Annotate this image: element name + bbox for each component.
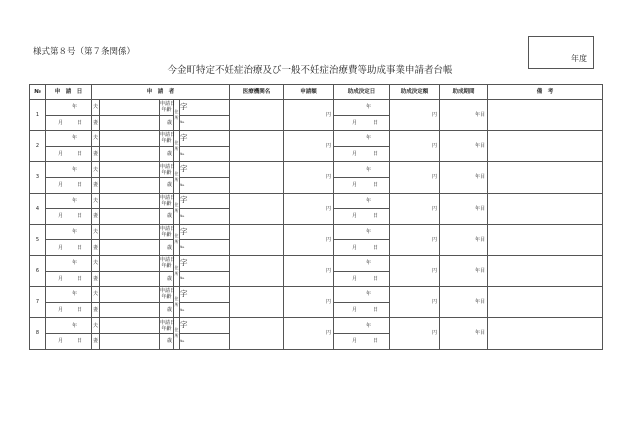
header-row xyxy=(30,85,603,100)
month-unit: 月 xyxy=(58,307,64,314)
decision-amount-field[interactable] xyxy=(390,255,440,286)
day-unit: 日 xyxy=(77,275,83,282)
apply-date-year[interactable] xyxy=(46,100,92,116)
aza-label: 字 xyxy=(180,164,188,174)
age-unit: 歳 xyxy=(166,244,172,251)
husband-label: 夫 xyxy=(92,162,100,178)
apply-date-month-day[interactable] xyxy=(46,209,92,225)
address-field[interactable] xyxy=(180,100,230,116)
month-unit: 月 xyxy=(352,307,358,314)
year-unit: 年 xyxy=(71,229,77,236)
wife-name-field[interactable] xyxy=(100,271,160,287)
address-label-a: 住 xyxy=(174,202,179,208)
aza-label: 字 xyxy=(180,320,188,330)
decision-amount-field[interactable] xyxy=(390,193,440,224)
apply-date-year[interactable] xyxy=(46,162,92,178)
wife-label: 妻 xyxy=(92,177,100,193)
age-field[interactable] xyxy=(160,177,174,193)
day-unit: 日 xyxy=(77,151,83,158)
month-unit: 月 xyxy=(58,275,64,282)
ledger-row-top xyxy=(30,287,603,303)
month-unit: 月 xyxy=(352,213,358,220)
husband-label: 夫 xyxy=(92,100,100,116)
decision-amount-field[interactable] xyxy=(390,224,440,255)
age-label: 年齢 xyxy=(161,232,172,239)
month-unit: 月 xyxy=(352,275,358,282)
aza-label: 字 xyxy=(180,226,188,236)
period-field[interactable] xyxy=(440,287,488,318)
remarks-field[interactable] xyxy=(488,255,603,286)
apply-date-year[interactable] xyxy=(46,287,92,303)
months-unit: 年目 xyxy=(474,174,485,181)
age-label: 年齢 xyxy=(161,107,172,114)
remarks-field[interactable] xyxy=(488,193,603,224)
year-unit: 年 xyxy=(71,135,77,142)
phone-field[interactable] xyxy=(180,240,230,256)
phone-field[interactable] xyxy=(180,177,230,193)
document-title: 今金町特定不妊症治療及び一般不妊症治療費等助成事業申請者台帳 xyxy=(167,65,453,76)
dob-age-label xyxy=(160,255,174,271)
amount-field[interactable] xyxy=(284,162,334,193)
yen-unit: 円 xyxy=(325,112,331,119)
age-label: 年齢 xyxy=(161,294,172,301)
month-unit: 月 xyxy=(58,213,64,220)
period-field[interactable] xyxy=(440,131,488,162)
age-unit: 歳 xyxy=(166,182,172,189)
month-unit: 月 xyxy=(58,182,64,189)
months-unit: 年目 xyxy=(474,330,485,337)
remarks-field[interactable] xyxy=(488,100,603,131)
age-unit: 歳 xyxy=(166,213,172,220)
address-field[interactable] xyxy=(180,162,230,178)
husband-name-field[interactable] xyxy=(100,255,160,271)
husband-label: 夫 xyxy=(92,287,100,303)
dob-label: 申請日 xyxy=(160,288,176,295)
ledger-row-top xyxy=(30,318,603,334)
year-unit: 年 xyxy=(365,291,371,298)
yen-unit: 円 xyxy=(325,236,331,243)
dob-age-label xyxy=(160,318,174,334)
address-field[interactable] xyxy=(180,318,230,334)
decision-date-month-day[interactable] xyxy=(334,333,390,349)
period-field[interactable] xyxy=(440,255,488,286)
institution-field[interactable] xyxy=(230,224,284,255)
apply-date-year[interactable] xyxy=(46,318,92,334)
year-unit: 年 xyxy=(71,291,77,298)
wife-name-field[interactable] xyxy=(100,209,160,225)
address-label-a: 住 xyxy=(174,139,179,145)
decision-amount-field[interactable] xyxy=(390,100,440,131)
dob-label: 申請日 xyxy=(160,101,176,108)
col-institution: 医療機関名 xyxy=(230,85,284,100)
address-field[interactable] xyxy=(180,287,230,303)
dob-label: 申請日 xyxy=(160,319,176,326)
tel-label: ℡ xyxy=(180,306,185,312)
amount-field[interactable] xyxy=(284,318,334,349)
day-unit: 日 xyxy=(77,119,83,126)
yen-unit: 円 xyxy=(431,174,437,181)
institution-field[interactable] xyxy=(230,131,284,162)
husband-name-field[interactable] xyxy=(100,287,160,303)
dob-age-label xyxy=(160,287,174,303)
dob-age-label xyxy=(160,131,174,147)
row-number: 5 xyxy=(30,224,46,255)
phone-field[interactable] xyxy=(180,333,230,349)
period-field[interactable] xyxy=(440,162,488,193)
age-unit: 歳 xyxy=(166,338,172,345)
institution-field[interactable] xyxy=(230,100,284,131)
month-unit: 月 xyxy=(352,182,358,189)
day-unit: 日 xyxy=(373,338,379,345)
wife-name-field[interactable] xyxy=(100,333,160,349)
decision-date-year[interactable] xyxy=(334,255,390,271)
amount-field[interactable] xyxy=(284,287,334,318)
day-unit: 日 xyxy=(373,244,379,251)
wife-name-field[interactable] xyxy=(100,146,160,162)
col-remarks: 備 考 xyxy=(488,85,603,100)
months-unit: 年目 xyxy=(474,112,485,119)
apply-date-month-day[interactable] xyxy=(46,240,92,256)
decision-date-year[interactable] xyxy=(334,100,390,116)
day-unit: 日 xyxy=(373,151,379,158)
yen-unit: 円 xyxy=(325,143,331,150)
address-label-a: 住 xyxy=(174,233,179,239)
aza-label: 字 xyxy=(180,257,188,267)
tel-label: ℡ xyxy=(180,337,185,343)
husband-label: 夫 xyxy=(92,131,100,147)
decision-date-year[interactable] xyxy=(334,131,390,147)
year-unit: 年 xyxy=(365,322,371,329)
yen-unit: 円 xyxy=(431,143,437,150)
decision-date-year[interactable] xyxy=(334,193,390,209)
ledger-row-top xyxy=(30,162,603,178)
amount-field[interactable] xyxy=(284,131,334,162)
dob-age-label xyxy=(160,100,174,116)
address-label-a: 住 xyxy=(174,170,179,176)
yen-unit: 円 xyxy=(431,330,437,337)
decision-amount-field[interactable] xyxy=(390,162,440,193)
fiscal-year-label: 年度 xyxy=(571,54,587,63)
apply-date-month-day[interactable] xyxy=(46,177,92,193)
apply-date-month-day[interactable] xyxy=(46,115,92,131)
col-decision-date: 助成決定日 xyxy=(334,85,390,100)
age-field[interactable] xyxy=(160,240,174,256)
tel-label: ℡ xyxy=(180,119,185,125)
yen-unit: 円 xyxy=(325,330,331,337)
husband-label: 夫 xyxy=(92,224,100,240)
months-unit: 年目 xyxy=(474,205,485,212)
decision-date-month-day[interactable] xyxy=(334,302,390,318)
wife-label: 妻 xyxy=(92,209,100,225)
year-unit: 年 xyxy=(71,104,77,111)
apply-date-year[interactable] xyxy=(46,224,92,240)
dob-age-label xyxy=(160,162,174,178)
decision-date-year[interactable] xyxy=(334,162,390,178)
address-label-b: 所 xyxy=(174,270,179,276)
month-unit: 月 xyxy=(58,338,64,345)
period-field[interactable] xyxy=(440,193,488,224)
apply-date-year[interactable] xyxy=(46,255,92,271)
address-label-b: 所 xyxy=(174,114,179,120)
phone-field[interactable] xyxy=(180,209,230,225)
dob-label: 申請日 xyxy=(160,226,176,233)
row-number: 2 xyxy=(30,131,46,162)
husband-name-field[interactable] xyxy=(100,100,160,116)
age-unit: 歳 xyxy=(166,151,172,158)
apply-date-month-day[interactable] xyxy=(46,146,92,162)
month-unit: 月 xyxy=(58,244,64,251)
wife-name-field[interactable] xyxy=(100,302,160,318)
decision-date-month-day[interactable] xyxy=(334,177,390,193)
day-unit: 日 xyxy=(373,307,379,314)
apply-date-month-day[interactable] xyxy=(46,333,92,349)
decision-amount-field[interactable] xyxy=(390,287,440,318)
address-label-b: 所 xyxy=(174,332,179,338)
wife-name-field[interactable] xyxy=(100,115,160,131)
wife-label: 妻 xyxy=(92,146,100,162)
aza-label: 字 xyxy=(180,288,188,298)
month-unit: 月 xyxy=(58,151,64,158)
day-unit: 日 xyxy=(77,213,83,220)
ledger-row-top xyxy=(30,224,603,240)
age-label: 年齢 xyxy=(161,263,172,270)
decision-amount-field[interactable] xyxy=(390,318,440,349)
months-unit: 年目 xyxy=(474,268,485,275)
yen-unit: 円 xyxy=(325,299,331,306)
col-apply-date: 申 請 日 xyxy=(46,85,92,100)
husband-name-field[interactable] xyxy=(100,193,160,209)
yen-unit: 円 xyxy=(431,112,437,119)
age-field[interactable] xyxy=(160,302,174,318)
husband-label: 夫 xyxy=(92,255,100,271)
amount-field[interactable] xyxy=(284,255,334,286)
husband-name-field[interactable] xyxy=(100,162,160,178)
decision-date-month-day[interactable] xyxy=(334,240,390,256)
decision-date-year[interactable] xyxy=(334,318,390,334)
wife-label: 妻 xyxy=(92,333,100,349)
decision-date-month-day[interactable] xyxy=(334,209,390,225)
wife-label: 妻 xyxy=(92,271,100,287)
year-unit: 年 xyxy=(365,197,371,204)
year-unit: 年 xyxy=(365,260,371,267)
wife-name-field[interactable] xyxy=(100,240,160,256)
age-field[interactable] xyxy=(160,146,174,162)
address-label-b: 所 xyxy=(174,176,179,182)
address-label-b: 所 xyxy=(174,208,179,214)
dob-age-label xyxy=(160,224,174,240)
aza-label: 字 xyxy=(180,101,188,111)
tel-label: ℡ xyxy=(180,150,185,156)
husband-label: 夫 xyxy=(92,318,100,334)
day-unit: 日 xyxy=(77,307,83,314)
address-label-a: 住 xyxy=(174,295,179,301)
decision-amount-field[interactable] xyxy=(390,131,440,162)
apply-date-year[interactable] xyxy=(46,131,92,147)
age-label: 年齢 xyxy=(161,138,172,145)
decision-date-month-day[interactable] xyxy=(334,146,390,162)
amount-field[interactable] xyxy=(284,193,334,224)
age-field[interactable] xyxy=(160,115,174,131)
amount-field[interactable] xyxy=(284,100,334,131)
remarks-field[interactable] xyxy=(488,318,603,349)
address-label-a: 住 xyxy=(174,264,179,270)
col-decision-amount: 助成決定額 xyxy=(390,85,440,100)
day-unit: 日 xyxy=(373,119,379,126)
apply-date-month-day[interactable] xyxy=(46,302,92,318)
period-field[interactable] xyxy=(440,100,488,131)
institution-field[interactable] xyxy=(230,162,284,193)
tel-label: ℡ xyxy=(180,244,185,250)
age-unit: 歳 xyxy=(166,119,172,126)
address-label-b: 所 xyxy=(174,239,179,245)
institution-field[interactable] xyxy=(230,255,284,286)
age-unit: 歳 xyxy=(166,275,172,282)
aza-label: 字 xyxy=(180,132,188,142)
months-unit: 年目 xyxy=(474,236,485,243)
phone-field[interactable] xyxy=(180,271,230,287)
age-label: 年齢 xyxy=(161,169,172,176)
ledger-row-top xyxy=(30,193,603,209)
age-label: 年齢 xyxy=(161,200,172,207)
day-unit: 日 xyxy=(373,275,379,282)
dob-label: 申請日 xyxy=(160,194,176,201)
age-unit: 歳 xyxy=(166,307,172,314)
yen-unit: 円 xyxy=(325,174,331,181)
day-unit: 日 xyxy=(373,182,379,189)
month-unit: 月 xyxy=(352,119,358,126)
address-field[interactable] xyxy=(180,224,230,240)
remarks-field[interactable] xyxy=(488,224,603,255)
month-unit: 月 xyxy=(58,119,64,126)
dob-label: 申請日 xyxy=(160,257,176,264)
day-unit: 日 xyxy=(77,182,83,189)
months-unit: 年目 xyxy=(474,143,485,150)
row-number: 4 xyxy=(30,193,46,224)
day-unit: 日 xyxy=(77,244,83,251)
year-unit: 年 xyxy=(71,322,77,329)
ledger-body xyxy=(30,100,603,350)
row-number: 6 xyxy=(30,255,46,286)
ledger-row-top xyxy=(30,131,603,147)
month-unit: 月 xyxy=(352,244,358,251)
apply-date-year[interactable] xyxy=(46,193,92,209)
age-field[interactable] xyxy=(160,333,174,349)
row-number: 1 xyxy=(30,100,46,131)
day-unit: 日 xyxy=(373,213,379,220)
col-period: 助成期間 xyxy=(440,85,488,100)
year-unit: 年 xyxy=(71,166,77,173)
address-field[interactable] xyxy=(180,131,230,147)
month-unit: 月 xyxy=(352,338,358,345)
age-field[interactable] xyxy=(160,209,174,225)
remarks-field[interactable] xyxy=(488,162,603,193)
address-field[interactable] xyxy=(180,255,230,271)
applicant-ledger-table xyxy=(29,84,603,350)
decision-date-month-day[interactable] xyxy=(334,115,390,131)
dob-label: 申請日 xyxy=(160,163,176,170)
address-label-a: 住 xyxy=(174,108,179,114)
address-field[interactable] xyxy=(180,193,230,209)
year-unit: 年 xyxy=(365,135,371,142)
tel-label: ℡ xyxy=(180,212,185,218)
row-number: 3 xyxy=(30,162,46,193)
decision-date-year[interactable] xyxy=(334,224,390,240)
address-label-a: 住 xyxy=(174,326,179,332)
year-unit: 年 xyxy=(365,104,371,111)
phone-field[interactable] xyxy=(180,302,230,318)
yen-unit: 円 xyxy=(431,205,437,212)
yen-unit: 円 xyxy=(431,236,437,243)
row-number: 8 xyxy=(30,318,46,349)
col-no: № xyxy=(30,85,46,100)
tel-label: ℡ xyxy=(180,275,185,281)
period-field[interactable] xyxy=(440,224,488,255)
phone-field[interactable] xyxy=(180,115,230,131)
institution-field[interactable] xyxy=(230,318,284,349)
husband-name-field[interactable] xyxy=(100,224,160,240)
dob-age-label xyxy=(160,193,174,209)
wife-label: 妻 xyxy=(92,115,100,131)
col-applicant: 申 請 者 xyxy=(92,85,230,100)
year-unit: 年 xyxy=(365,229,371,236)
wife-name-field[interactable] xyxy=(100,177,160,193)
form-number: 様式第８号（第７条関係） xyxy=(33,47,136,57)
row-number: 7 xyxy=(30,287,46,318)
aza-label: 字 xyxy=(180,195,188,205)
fiscal-year-box xyxy=(528,36,594,69)
ledger-row-top xyxy=(30,255,603,271)
months-unit: 年目 xyxy=(474,299,485,306)
wife-label: 妻 xyxy=(92,240,100,256)
amount-field[interactable] xyxy=(284,224,334,255)
yen-unit: 円 xyxy=(325,205,331,212)
yen-unit: 円 xyxy=(431,299,437,306)
dob-label: 申請日 xyxy=(160,132,176,139)
period-field[interactable] xyxy=(440,318,488,349)
address-label-b: 所 xyxy=(174,301,179,307)
address-label-b: 所 xyxy=(174,145,179,151)
yen-unit: 円 xyxy=(325,268,331,275)
remarks-field[interactable] xyxy=(488,131,603,162)
age-field[interactable] xyxy=(160,271,174,287)
year-unit: 年 xyxy=(365,166,371,173)
institution-field[interactable] xyxy=(230,287,284,318)
husband-name-field[interactable] xyxy=(100,131,160,147)
year-unit: 年 xyxy=(71,260,77,267)
phone-field[interactable] xyxy=(180,146,230,162)
decision-date-month-day[interactable] xyxy=(334,271,390,287)
year-unit: 年 xyxy=(71,197,77,204)
tel-label: ℡ xyxy=(180,181,185,187)
decision-date-year[interactable] xyxy=(334,287,390,303)
yen-unit: 円 xyxy=(431,268,437,275)
wife-label: 妻 xyxy=(92,302,100,318)
month-unit: 月 xyxy=(352,151,358,158)
ledger-row-top xyxy=(30,100,603,116)
remarks-field[interactable] xyxy=(488,287,603,318)
day-unit: 日 xyxy=(77,338,83,345)
husband-label: 夫 xyxy=(92,193,100,209)
institution-field[interactable] xyxy=(230,193,284,224)
husband-name-field[interactable] xyxy=(100,318,160,334)
col-amount: 申請額 xyxy=(284,85,334,100)
apply-date-month-day[interactable] xyxy=(46,271,92,287)
age-label: 年齢 xyxy=(161,325,172,332)
